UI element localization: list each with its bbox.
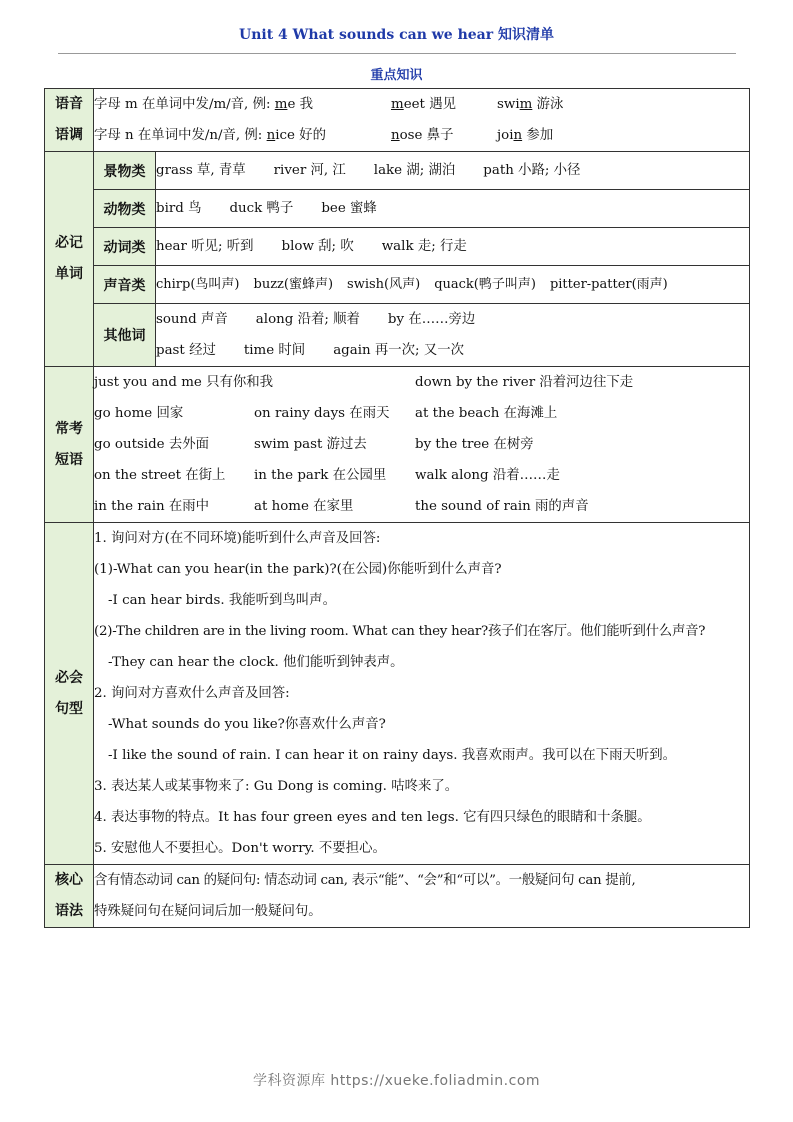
vocab-word: grass 草, 青草 — [156, 163, 246, 178]
pron-example-2 — [391, 120, 497, 151]
vocab-row — [45, 304, 750, 367]
sentence-line: 1. 询问对方(在不同环境)能听到什么声音及回答: — [94, 531, 381, 546]
phrase: go home 回家 — [94, 406, 184, 421]
example-letter: n — [266, 128, 276, 143]
vocab-group-label: 其他词 — [94, 304, 156, 367]
phrase: swim past 游过去 — [254, 437, 367, 452]
vocab-word: by 在……旁边 — [387, 312, 476, 327]
vocab-row — [45, 228, 750, 266]
label-line: 语音 — [55, 96, 83, 112]
example-letter: n — [513, 128, 523, 143]
phrase: walk along 沿着……走 — [415, 468, 560, 483]
pron-example-3 — [497, 120, 553, 151]
example-pre: joi — [497, 128, 514, 143]
vocab-word: chirp(鸟叫声) — [156, 277, 240, 292]
section-heading: 重点知识 — [370, 68, 423, 83]
vocab-group-words — [156, 304, 750, 367]
sentence-line: (2)-The children are in the living room. What can they hear?孩子们在客厅。他们能听到什么声音? — [94, 624, 706, 639]
vocab-group-words — [156, 228, 750, 266]
grammar-label — [45, 865, 94, 928]
phrase: the sound of rain 雨的声音 — [415, 499, 589, 514]
vocab-group-label: 声音类 — [94, 266, 156, 304]
pron-rule-text — [94, 89, 391, 120]
sentence-line: (1)-What can you hear(in the park)?(在公园)你能听到什么声音? — [94, 562, 502, 577]
sentence-line: 5. 安慰他人不要担心。Don't worry. 不要担心。 — [94, 841, 386, 856]
pronunciation-label — [45, 89, 94, 152]
sentences-content — [94, 523, 750, 865]
pron-example-3 — [497, 89, 563, 120]
vocab-line — [156, 155, 749, 186]
vocab-line — [156, 335, 749, 366]
label-line: 单词 — [55, 266, 83, 282]
vocab-word: along 沿着; 顺着 — [255, 312, 360, 327]
grammar-line: 特殊疑问句在疑问词后加一般疑问句。 — [94, 904, 322, 919]
grammar-row — [45, 865, 750, 928]
phrase-line — [94, 398, 749, 429]
phrase: on the street 在街上 — [94, 468, 226, 483]
label-line: 常考 — [55, 420, 83, 437]
label-line: 语调 — [55, 127, 83, 143]
phrases-content — [94, 367, 750, 523]
sentence-line: 3. 表达某人或某事物来了: Gu Dong is coming. 咕咚来了。 — [94, 779, 459, 794]
vocab-word: hear 听见; 听到 — [156, 239, 254, 254]
vocab-word: duck 鸭子 — [229, 201, 294, 216]
vocab-word: past 经过 — [156, 343, 216, 358]
vocab-row — [45, 190, 750, 228]
vocab-row — [45, 266, 750, 304]
vocab-label — [45, 152, 94, 367]
sentence-line: -I like the sound of rain. I can hear it on rainy days. 我喜欢雨声。我可以在下雨天听到。 — [108, 748, 677, 763]
phrase: by the tree 在树旁 — [415, 437, 534, 452]
rule-text: 字母 m 在单词中发/m/音, 例: — [94, 97, 275, 112]
phrase: just you and me 只有你和我 — [94, 375, 274, 390]
vocab-line — [156, 269, 749, 300]
vocab-word: quack(鸭子叫声) — [434, 277, 536, 292]
phrase: go outside 去外面 — [94, 437, 210, 452]
vocab-word: buzz(蜜蜂声) — [253, 277, 334, 292]
vocab-line — [156, 193, 749, 224]
vocab-word: again 再一次; 又一次 — [333, 343, 465, 358]
phrases-label — [45, 367, 94, 523]
phrase-line — [94, 429, 749, 460]
grammar-line: 含有情态动词 can 的疑问句: 情态动词 can, 表示“能”、“会”和“可以”。一般疑问句 can 提前, — [94, 873, 636, 888]
sentences-row — [45, 523, 750, 865]
example-rest: e 我 — [287, 97, 314, 112]
label-line: 语法 — [55, 903, 83, 919]
vocab-word: sound 声音 — [156, 312, 228, 327]
vocab-group-words — [156, 152, 750, 190]
phrase-line — [94, 460, 749, 491]
phrase: on rainy days 在雨天 — [254, 406, 390, 421]
label-line: 必会 — [55, 669, 83, 686]
sentence-line: -I can hear birds. 我能听到鸟叫声。 — [108, 593, 336, 608]
vocab-group-label: 景物类 — [94, 152, 156, 190]
phrase-line — [94, 367, 749, 398]
sentence-line: 4. 表达事物的特点。It has four green eyes and ten legs. 它有四只绿色的眼睛和十条腿。 — [94, 810, 651, 825]
sentence-line: 2. 询问对方喜欢什么声音及回答: — [94, 686, 290, 701]
phrase: at home 在家里 — [254, 499, 354, 514]
example-rest: 参加 — [522, 128, 554, 143]
pron-rule-text — [94, 120, 391, 151]
label-line: 必记 — [55, 235, 83, 251]
knowledge-table — [44, 88, 750, 928]
example-rest: ose 鼻子 — [399, 128, 454, 143]
vocab-row — [45, 152, 750, 190]
example-letter: m — [274, 97, 288, 112]
sentence-line: -They can hear the clock. 他们能听到钟表声。 — [108, 655, 404, 670]
example-rest: 游泳 — [532, 97, 564, 112]
vocab-word: blow 刮; 吹 — [281, 239, 354, 254]
pron-rule-m — [94, 89, 749, 120]
vocab-word: path 小路; 小径 — [483, 163, 581, 178]
vocab-word: bird 鸟 — [156, 201, 202, 216]
vocab-group-words — [156, 266, 750, 304]
vocab-word: river 河, 江 — [273, 163, 346, 178]
example-rest: ice 好的 — [275, 128, 326, 143]
example-letter: m — [391, 97, 404, 112]
vocab-group-label: 动词类 — [94, 228, 156, 266]
label-line: 核心 — [55, 872, 83, 888]
vocab-word: pitter-patter(雨声) — [549, 277, 668, 292]
phrase: down by the river 沿着河边往下走 — [415, 375, 634, 390]
example-rest: eet 遇见 — [403, 97, 456, 112]
sentence-line: -What sounds do you like?你喜欢什么声音? — [108, 717, 386, 732]
vocab-line — [156, 304, 749, 335]
pronunciation-content — [94, 89, 750, 152]
label-line: 句型 — [55, 700, 83, 717]
phrase: in the park 在公园里 — [254, 468, 387, 483]
vocab-word: lake 湖; 湖泊 — [373, 163, 456, 178]
title-divider — [58, 53, 736, 54]
pron-rule-n — [94, 120, 749, 151]
vocab-line — [156, 231, 749, 262]
example-letter: n — [391, 128, 400, 143]
rule-text: 字母 n 在单词中发/n/音, 例: — [94, 128, 267, 143]
phrase: at the beach 在海滩上 — [415, 406, 558, 421]
phrase: in the rain 在雨中 — [94, 499, 210, 514]
grammar-content — [94, 865, 750, 928]
watermark-footer: 学科资源库 https://xueke.foliadmin.com — [252, 1073, 541, 1089]
vocab-group-words — [156, 190, 750, 228]
vocab-word: walk 走; 行走 — [381, 239, 467, 254]
vocab-word: time 时间 — [243, 343, 306, 358]
phrase-line — [94, 491, 749, 522]
vocab-word: swish(风声) — [347, 277, 421, 292]
sentences-label — [45, 523, 94, 865]
label-line: 短语 — [55, 451, 83, 468]
vocab-group-label: 动物类 — [94, 190, 156, 228]
example-pre: swi — [497, 97, 520, 112]
example-letter: m — [519, 97, 533, 112]
pronunciation-row — [45, 89, 750, 152]
phrases-row — [45, 367, 750, 523]
document-title: Unit 4 What sounds can we hear 知识清单 — [239, 27, 554, 43]
vocab-word: bee 蜜蜂 — [321, 201, 377, 216]
pron-example-2 — [391, 89, 497, 120]
